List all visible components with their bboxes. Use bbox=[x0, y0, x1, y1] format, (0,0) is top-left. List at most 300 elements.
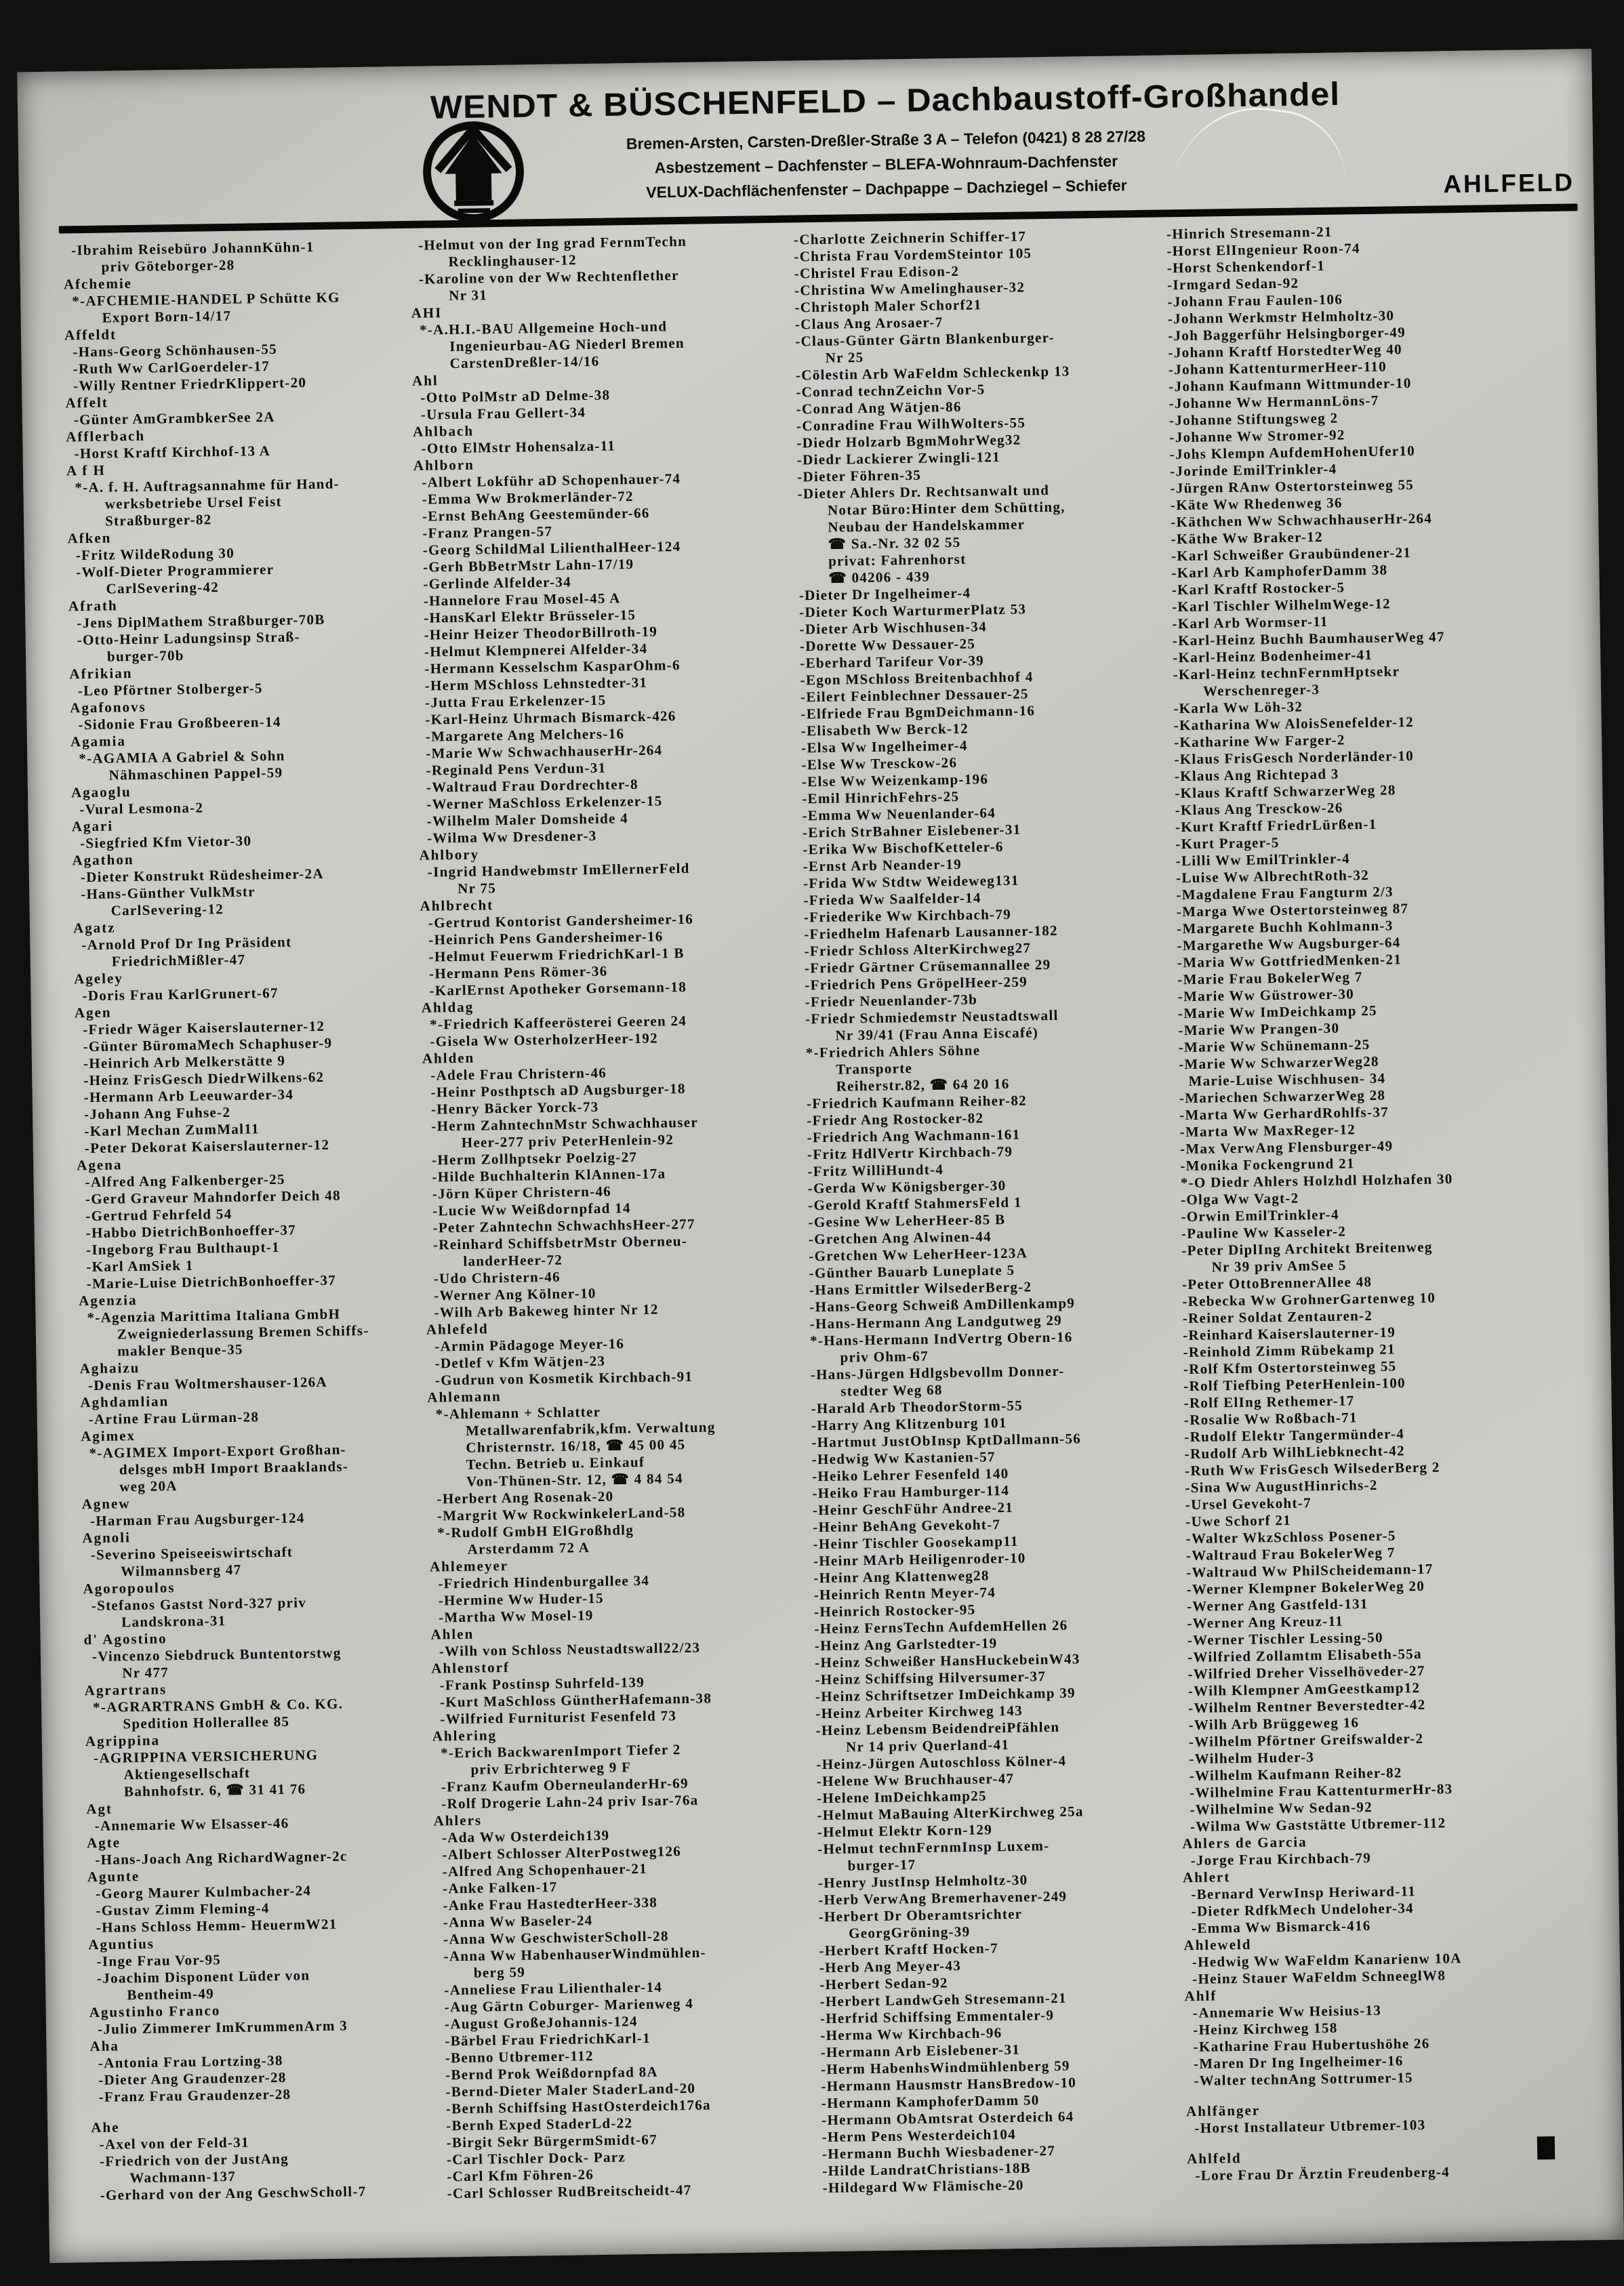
directory-line: -Frida Ww Stdtw Weideweg131 bbox=[803, 872, 1019, 892]
directory-line: -Herm HabenhsWindmühlenberg 59 bbox=[820, 2057, 1070, 2078]
directory-line: -Heinr MArb Heiligenroder-10 bbox=[813, 1549, 1026, 1570]
directory-line: -Orwin EmilTrinkler-4 bbox=[1181, 1206, 1339, 1225]
directory-line: -Gerhard von der Ang GeschwScholl-7 bbox=[100, 2183, 367, 2203]
directory-line: -Marga Wwe Ostertorsteinweg 87 bbox=[1176, 900, 1409, 920]
directory-line: -Axel von der Feld-31 bbox=[99, 2134, 249, 2152]
directory-headword: Agen bbox=[74, 1004, 112, 1021]
directory-line: -Friedrich Ang Wachmann-161 bbox=[807, 1126, 1021, 1146]
directory-line: -Marie Ww Prangen-30 bbox=[1178, 1019, 1340, 1039]
thumb-index-label: AHLFELD bbox=[1442, 168, 1575, 199]
directory-line: -Herbert Ang Rosenak-20 bbox=[437, 1488, 614, 1507]
directory-line: -Emma Ww Neuenlander-64 bbox=[802, 804, 996, 824]
directory-line: -Reiner Soldat Zentauren-2 bbox=[1182, 1307, 1373, 1327]
directory-headword: AHI bbox=[411, 304, 443, 321]
directory-headword: Ahleweld bbox=[1183, 1936, 1252, 1954]
directory-line: -Annemarie Ww Heisius-13 bbox=[1192, 2001, 1382, 2022]
directory-line: -Hinrich Stresemann-21 bbox=[1166, 223, 1333, 243]
directory-line: -Benno Utbremer-112 bbox=[445, 2047, 594, 2066]
directory-line: Wilmannsberg 47 bbox=[120, 1561, 242, 1580]
directory-line: Landskrona-31 bbox=[121, 1612, 226, 1631]
directory-line: -Julio Zimmerer ImKrummenArm 3 bbox=[97, 2017, 348, 2038]
directory-line: -Hermann ObAmtsrat Osterdeich 64 bbox=[821, 2108, 1074, 2129]
directory-line: -Gerd Graveur Mahndorfer Deich 48 bbox=[85, 1187, 341, 1208]
directory-line: -Helmut technFernmInsp Luxem- bbox=[817, 1837, 1050, 1858]
directory-line: Wachmann-137 bbox=[129, 2168, 237, 2186]
directory-line: -Anneliese Frau Lilienthaler-14 bbox=[444, 1978, 663, 1999]
directory-line: -Horst Schenkendorf-1 bbox=[1166, 257, 1326, 277]
directory-line: -Rolf Kfm Ostertorsteinweg 55 bbox=[1183, 1358, 1397, 1378]
directory-line: makler Benque-35 bbox=[117, 1341, 243, 1360]
directory-line: Notar Büro:Hinter dem Schütting, bbox=[827, 498, 1065, 518]
directory-line: -Frieda Ww Saalfelder-14 bbox=[803, 889, 981, 909]
directory-line: -Friedr Gärtner Crüsemannallee 29 bbox=[804, 956, 1051, 977]
directory-headword: Afken bbox=[67, 529, 112, 547]
directory-headword: Afrath bbox=[68, 597, 118, 615]
directory-line: -Reginald Pens Verdun-31 bbox=[426, 759, 607, 779]
directory-line: -Alfred Ang Falkenberger-25 bbox=[85, 1170, 285, 1191]
directory-line: -Anna Ww GeschwisterScholl-28 bbox=[443, 1927, 669, 1948]
directory-line: -Hermann Pens Römer-36 bbox=[428, 962, 608, 982]
directory-line: -Monika Fockengrund 21 bbox=[1180, 1155, 1355, 1175]
directory-line: Transporte bbox=[836, 1060, 913, 1078]
directory-line: Metallwarenfabrik,kfm. Verwaltung bbox=[465, 1418, 716, 1439]
directory-line: -Friedrich Hindenburgallee 34 bbox=[438, 1572, 650, 1592]
directory-line: -August GroßeJohannis-124 bbox=[444, 2013, 638, 2033]
directory-headword: Ahe bbox=[91, 2119, 120, 2136]
directory-line: -Conradine Frau WilhWolters-55 bbox=[796, 414, 1026, 434]
directory-line: -Wilma Ww Gaststätte Utbremer-112 bbox=[1190, 1814, 1446, 1835]
directory-line: -Heinrich Arb Melkerstätte 9 bbox=[83, 1052, 286, 1072]
directory-headword: Ahlemann bbox=[427, 1388, 502, 1406]
directory-headword: Agamia bbox=[70, 733, 127, 750]
directory-line: -Anna Ww Baseler-24 bbox=[443, 1912, 593, 1931]
directory-line: Neubau der Handelskammer bbox=[828, 516, 1026, 535]
directory-line: -Wilfried Zollamtm Elisabeth-55a bbox=[1187, 1645, 1422, 1666]
directory-line: -Herbert LandwGeh Stresemann-21 bbox=[819, 1989, 1067, 2010]
directory-line: -Heinz Arbeiter Kirchweg 143 bbox=[815, 1702, 1023, 1722]
directory-line: -Reinhard Kaiserslauterner-19 bbox=[1182, 1324, 1396, 1344]
directory-line: -Henry JustInsp Helmholtz-30 bbox=[817, 1871, 1028, 1892]
directory-line: -Heinr BehAng Gevekoht-7 bbox=[813, 1516, 1001, 1536]
directory-line: -Willy Rentner FriedrKlippert-20 bbox=[73, 374, 307, 394]
directory-line: -Egon MSchloss Breitenbachhof 4 bbox=[800, 668, 1034, 689]
directory-line: -Käthe Ww Braker-12 bbox=[1171, 528, 1323, 548]
directory-line: -Heinz-Jürgen Autoschloss Kölner-4 bbox=[816, 1752, 1067, 1773]
directory-line: -Katharine Frau Hubertushöhe 26 bbox=[1193, 2035, 1430, 2056]
directory-line: -Claus Ang Arosaer-7 bbox=[794, 314, 943, 333]
directory-line: -Reinhard SchiffsbetrMstr Oberneu- bbox=[432, 1232, 688, 1253]
directory-line: -Peter DiplIng Architekt Breitenweg bbox=[1181, 1238, 1433, 1259]
directory-line: -Wilh von Schloss Neustadtswall22/23 bbox=[439, 1639, 701, 1660]
directory-line: -Hermine Ww Huder-15 bbox=[438, 1589, 605, 1609]
directory-line: -Werner Ang Kölner-10 bbox=[433, 1284, 596, 1304]
directory-headword: Agaoglu bbox=[70, 783, 131, 801]
directory-line: -Alfred Ang Schopenhauer-21 bbox=[442, 1860, 648, 1880]
directory-headword: Ahlborn bbox=[413, 456, 474, 474]
directory-line: *-AGAMIA A Gabriel & Sohn bbox=[79, 747, 285, 767]
directory-line: -Karl Arb Wormser-11 bbox=[1172, 613, 1328, 632]
directory-line: -Wilh Arb Brüggeweg 16 bbox=[1188, 1714, 1360, 1734]
directory-headword: Ahlbrecht bbox=[420, 897, 494, 914]
directory-line: -Denis Frau Woltmershauser-126A bbox=[87, 1373, 328, 1394]
directory-headword: Aghdamlian bbox=[80, 1393, 169, 1411]
directory-line: Bahnhofstr. 6, ☎ 31 41 76 bbox=[123, 1780, 306, 1800]
directory-headword: Agrartrans bbox=[84, 1681, 167, 1699]
directory-line: -Diedr Holzarb BgmMohrWeg32 bbox=[796, 431, 1021, 451]
company-address-line: Bremen-Arsten, Carsten-Dreßler-Straße 3 A – Telefon (0421) 8 28 27/28 bbox=[626, 127, 1146, 153]
directory-headword: Ahl bbox=[411, 372, 439, 389]
directory-headword: Ahlf bbox=[1184, 1987, 1217, 2005]
directory-line: -Helmut von der Ing grad FernmTechn bbox=[418, 232, 687, 253]
directory-headword: Ahlbory bbox=[419, 846, 480, 863]
directory-line: -Rolf Drogerie Lahn-24 priv Isar-76a bbox=[441, 1791, 699, 1812]
directory-line: -Karl-Heinz Bodenheimer-41 bbox=[1173, 646, 1373, 666]
directory-page bbox=[17, 49, 1624, 2263]
directory-headword: Agnoli bbox=[82, 1529, 131, 1547]
directory-line: -Marta Ww GerhardRohlfs-37 bbox=[1179, 1103, 1389, 1124]
directory-line: -Jürgen RAnw Ostertorsteinweg 55 bbox=[1170, 476, 1415, 497]
directory-line: -Rudolf Arb WilhLiebknecht-42 bbox=[1184, 1442, 1405, 1463]
directory-line: -Gisela Ww OsterholzerHeer-192 bbox=[430, 1029, 659, 1050]
directory-line: -Ada Ww Osterdeich139 bbox=[441, 1826, 610, 1846]
directory-line: -Herma Ww Kirchbach-96 bbox=[820, 2024, 1002, 2044]
directory-line: -AGRIPPINA VERSICHERUNG bbox=[93, 1747, 319, 1767]
directory-line: privat: Fahrenhorst bbox=[828, 550, 967, 569]
page-mark bbox=[1537, 2136, 1556, 2159]
directory-line: -Rolf ElIng Rethemer-17 bbox=[1183, 1392, 1355, 1412]
directory-line: *-Friedrich Ahlers Söhne bbox=[805, 1042, 981, 1061]
directory-line: -Wilhelm Maler Domsheide 4 bbox=[426, 810, 629, 830]
directory-line: -Käthchen Ww SchwachhauserHr-264 bbox=[1171, 510, 1433, 531]
directory-line: -Wilh Klempner AmGeestkamp12 bbox=[1187, 1679, 1421, 1700]
directory-headword: Afrikian bbox=[69, 665, 133, 682]
directory-line: -Bernd Prok Weißdornpfad 8A bbox=[445, 2063, 659, 2083]
directory-line: -Werner Tischler Lessing-50 bbox=[1187, 1629, 1383, 1649]
directory-line: -Hilde Buchhalterin KlAnnen-17a bbox=[432, 1165, 666, 1185]
directory-column-1 bbox=[60, 237, 432, 2204]
directory-line: *-A. f. H. Auftragsannahme für Hand- bbox=[75, 475, 340, 496]
directory-line: -Bärbel Frau FriedrichKarl-1 bbox=[445, 2029, 651, 2049]
directory-line: Zweigniederlassung Bremen Schiffs- bbox=[117, 1322, 369, 1343]
directory-line: -Joachim Disponent Lüder von bbox=[96, 1967, 310, 1987]
directory-line: -Fritz WilliHundt-4 bbox=[807, 1161, 944, 1180]
directory-line: -Johann Ang Fuhse-2 bbox=[83, 1103, 231, 1123]
directory-line: -Hans-Günther VulkMstr bbox=[81, 883, 256, 903]
directory-line: -Jorinde EmilTrinkler-4 bbox=[1170, 460, 1337, 480]
directory-line: -Adele Frau Christern-46 bbox=[430, 1064, 607, 1084]
directory-line: -Günter AmGrambkerSee 2A bbox=[73, 408, 275, 428]
directory-line: -KarlErnst Apotheker Gorsemann-18 bbox=[429, 978, 687, 999]
directory-line: -Johann Kraftf HorstedterWeg 40 bbox=[1168, 341, 1403, 361]
directory-headword: Ahldag bbox=[421, 998, 474, 1016]
directory-line: -Rebecka Ww GrohnerGartenweg 10 bbox=[1182, 1289, 1436, 1310]
directory-line: -Heinr Tischler Goosekamp11 bbox=[813, 1532, 1019, 1553]
directory-headword: Ahlert bbox=[1182, 1869, 1231, 1886]
directory-line: -Emma Ww Brokmerländer-72 bbox=[422, 488, 634, 508]
directory-line: -Karl Kraftf Rostocker-5 bbox=[1171, 579, 1345, 598]
directory-line: -Werner Ang Gastfeld-131 bbox=[1186, 1595, 1368, 1615]
directory-line: -Werner Klempner BokelerWeg 20 bbox=[1186, 1577, 1425, 1598]
directory-line: -Karl AmSiek 1 bbox=[86, 1257, 194, 1275]
advertisement-header bbox=[17, 49, 1593, 228]
directory-line: -Heinr Posthptsch aD Augsburger-18 bbox=[430, 1080, 686, 1101]
directory-line: -Friedhelm Hafenarb Lausanner-182 bbox=[804, 922, 1058, 943]
directory-line: -Otto PolMstr aD Delme-38 bbox=[420, 386, 611, 406]
directory-line: -Georg SchildMal LilienthalHeer-124 bbox=[422, 538, 681, 558]
directory-line: -Peter OttoBrennerAllee 48 bbox=[1181, 1273, 1373, 1293]
directory-line: -Herbert Dr Oberamtsrichter bbox=[818, 1905, 1023, 1925]
directory-headword: Affelt bbox=[65, 394, 108, 411]
directory-line: -Hans-Hermann Ang Landgutweg 29 bbox=[809, 1311, 1063, 1332]
directory-line: Arsterdamm 72 A bbox=[467, 1539, 590, 1557]
directory-line: -Hans Ermittler WilsederBerg-2 bbox=[809, 1278, 1032, 1299]
directory-line: -Wilma Ww Dresdener-3 bbox=[426, 827, 597, 846]
directory-line: -Heinr GeschFühr Andree-21 bbox=[812, 1498, 1014, 1519]
directory-line: -Carl Kfm Föhren-26 bbox=[447, 2166, 594, 2185]
directory-line: -Gerlinde Alfelder-34 bbox=[423, 573, 572, 592]
directory-line: -Ingeborg Frau Bulthaupt-1 bbox=[85, 1238, 281, 1259]
directory-line: -Wilfried Dreher Visselhöveder-27 bbox=[1187, 1662, 1425, 1683]
directory-line: *-AFCHEMIE-HANDEL P Schütte KG bbox=[72, 289, 340, 310]
directory-headword: Ahlen bbox=[430, 1625, 474, 1643]
directory-line: -Eilert Feinblechner Dessauer-25 bbox=[800, 685, 1029, 706]
directory-line: CarlSevering-12 bbox=[110, 901, 224, 919]
directory-line: -Cölestin Arb WaFeldm Schleckenkp 13 bbox=[795, 363, 1070, 384]
directory-line: CarstenDreßler-14/16 bbox=[449, 352, 600, 372]
directory-line: -Walter WkzSchloss Posener-5 bbox=[1185, 1527, 1396, 1547]
directory-line: -Marie Ww ImDeichkamp 25 bbox=[1177, 1002, 1378, 1022]
directory-line: -Heiko Lehrer Fesenfeld 140 bbox=[811, 1465, 1009, 1485]
directory-line: -Helmut Feuerwm FriedrichKarl-1 B bbox=[428, 945, 685, 965]
directory-line: -Herb VerwAng Bremerhavener-249 bbox=[818, 1887, 1068, 1909]
directory-line: -Christina Ww Amelinghauser-32 bbox=[794, 279, 1026, 299]
directory-line: -Gretchen Ww LeherHeer-123A bbox=[809, 1244, 1028, 1265]
directory-line: -Wilhelm Kaufmann Reiher-82 bbox=[1189, 1764, 1402, 1784]
directory-line: -Friedr Neuenlander-73b bbox=[805, 991, 978, 1011]
directory-line: -Harman Frau Augsburger-124 bbox=[89, 1509, 305, 1530]
directory-line: -Karl-Heinz Buchh BaumhauserWeg 47 bbox=[1172, 628, 1445, 649]
directory-headword: Agenzia bbox=[78, 1292, 138, 1309]
directory-line: -Wilhelm Rentner Beverstedter-42 bbox=[1188, 1696, 1426, 1717]
directory-column-3 bbox=[783, 226, 1154, 2197]
directory-line: landerHeer-72 bbox=[463, 1251, 563, 1269]
directory-column-2 bbox=[407, 232, 779, 2202]
directory-line: -Herfrid Schiffsing Emmentaler-9 bbox=[819, 2007, 1055, 2027]
directory-column-4 bbox=[1156, 220, 1622, 2184]
directory-line: -Else Ww Weizenkamp-196 bbox=[801, 771, 989, 790]
directory-line: -Wolf-Dieter Programmierer bbox=[76, 560, 275, 581]
directory-line: -Kurt MaSchloss GüntherHafemann-38 bbox=[439, 1690, 712, 1711]
directory-line: -Johanne Stiftungsweg 2 bbox=[1169, 409, 1339, 429]
directory-line: -Wilh Arb Bakeweg hinter Nr 12 bbox=[434, 1301, 659, 1321]
directory-line: priv Erbrichterweg 9 F bbox=[470, 1759, 632, 1778]
directory-line: -Margarethe Ww Augsburger-64 bbox=[1177, 934, 1401, 954]
directory-line: -Harald Arb TheodorStorm-55 bbox=[811, 1397, 1023, 1417]
directory-line: *-AGRARTRANS GmbH & Co. KG. bbox=[92, 1695, 344, 1716]
directory-line: *-Ahlemann + Schlatter bbox=[435, 1403, 601, 1423]
directory-line: -Max VerwAng Flensburger-49 bbox=[1179, 1137, 1394, 1158]
directory-line: -Bernard VerwInsp Heriward-11 bbox=[1191, 1883, 1417, 1903]
directory-headword: Agustinho Franco bbox=[89, 2002, 221, 2021]
directory-line: -Fritz HdlVertr Kirchbach-79 bbox=[807, 1143, 1013, 1163]
directory-line: -Peter Zahntechn SchwachhsHeer-277 bbox=[432, 1215, 695, 1236]
directory-line: -Heinz FrisGesch DiedrWilkens-62 bbox=[83, 1068, 325, 1089]
directory-line: -Hermann KamphoferDamm 50 bbox=[821, 2091, 1040, 2112]
directory-line: -Klaus FrisGesch Norderländer-10 bbox=[1174, 748, 1415, 768]
directory-headword: Ahlbach bbox=[413, 422, 474, 440]
directory-line: -Horst Installateur Utbremer-103 bbox=[1194, 2116, 1426, 2137]
directory-line: -Anke Falken-17 bbox=[442, 1878, 558, 1897]
directory-line: -Johann Frau Faulen-106 bbox=[1167, 291, 1343, 310]
directory-line: Marie-Luise Wischhusen- 34 bbox=[1188, 1069, 1386, 1089]
directory-line: stedter Weg 68 bbox=[840, 1381, 943, 1400]
directory-headword: Agnew bbox=[81, 1495, 131, 1513]
directory-line: -Martha Ww Mosel-19 bbox=[438, 1607, 594, 1626]
directory-line: -Friedr Ang Rostocker-82 bbox=[807, 1109, 984, 1129]
directory-line: -Leo Pförtner Stolberger-5 bbox=[77, 680, 263, 699]
directory-headword: Afflerbach bbox=[66, 427, 146, 445]
directory-line: -Marie Ww Güstrower-30 bbox=[1177, 985, 1355, 1005]
directory-headword: Agari bbox=[71, 817, 114, 835]
directory-line: weg 20A bbox=[119, 1477, 178, 1495]
directory-line: -Uwe Schorf 21 bbox=[1185, 1511, 1292, 1530]
directory-line: -Otto-Heinr Ladungsinsp Straß- bbox=[77, 628, 301, 649]
directory-line: -Klaus Kraftf SchwarzerWeg 28 bbox=[1175, 781, 1396, 802]
directory-line: -Margrit Ww RockwinkelerLand-58 bbox=[437, 1504, 686, 1524]
directory-line: -Hedwig Ww WaFeldm Kanarienw 10A bbox=[1192, 1950, 1462, 1971]
directory-line: -Harry Ang Klitzenburg 101 bbox=[811, 1414, 1007, 1434]
directory-line: -Gertrud Kontorist Gandersheimer-16 bbox=[428, 910, 694, 931]
directory-line: *-Erich BackwarenImport Tiefer 2 bbox=[440, 1741, 681, 1761]
directory-headword: Ahlering bbox=[432, 1727, 498, 1744]
directory-line: -Rosalie Ww Roßbach-71 bbox=[1183, 1409, 1358, 1429]
directory-line: -Fritz WildeRodung 30 bbox=[75, 544, 235, 564]
directory-headword: Agte bbox=[86, 1834, 121, 1852]
directory-line: *-Rudolf GmbH ElGroßhdlg bbox=[437, 1522, 634, 1541]
directory-line: Straßburger-82 bbox=[104, 511, 212, 529]
directory-headword: Ageley bbox=[73, 970, 123, 987]
directory-line: -Peter Dekorat Kaiserslauterner-12 bbox=[84, 1136, 330, 1157]
directory-line: -Gerold Kraftf StahmersFeld 1 bbox=[808, 1193, 1022, 1214]
directory-line: -Dieter Konstrukt Rüdesheimer-2A bbox=[80, 865, 324, 886]
directory-line: ☎ 04206 - 439 bbox=[828, 568, 931, 586]
directory-line: Nähmaschinen Pappel-59 bbox=[108, 764, 283, 783]
directory-line: -Herbert Sedan-92 bbox=[819, 1974, 948, 1993]
directory-line: -Dorette Ww Dessauer-25 bbox=[799, 635, 976, 655]
directory-line: -Heinz Schweißer HansHuckebeinW43 bbox=[815, 1650, 1080, 1671]
directory-line: Spedition Hollerallee 85 bbox=[123, 1713, 290, 1732]
directory-line: -Wilhelmine Frau KattenturmerHr-83 bbox=[1189, 1780, 1453, 1801]
directory-line: -Katharine Ww Farger-2 bbox=[1173, 731, 1345, 751]
directory-line: -Karl Schweißer Graubündener-21 bbox=[1171, 544, 1412, 565]
directory-line: -Johs Klempn AufdemHohenUfer10 bbox=[1169, 442, 1416, 463]
directory-line: -Marie Ww SchwachhauserHr-264 bbox=[426, 741, 663, 762]
directory-line: -Ibrahim Reisebüro JohannKühn-1 bbox=[70, 238, 314, 259]
directory-line: -Helene ImDeichkamp25 bbox=[816, 1787, 988, 1807]
directory-line: -Wilhelm Huder-3 bbox=[1189, 1749, 1315, 1768]
directory-line: Von-Thünen-Str. 12, ☎ 4 84 54 bbox=[466, 1470, 683, 1490]
directory-line: ☎ Sa.-Nr. 32 02 55 bbox=[828, 533, 961, 552]
directory-line: -Klaus Ang Tresckow-26 bbox=[1175, 799, 1343, 819]
directory-line: -Hilde LandratChristians-18B bbox=[822, 2159, 1032, 2180]
directory-line: -Vincenzo Siebdruck Buntentorstwg bbox=[92, 1644, 342, 1665]
directory-headword: Aghaizu bbox=[79, 1359, 140, 1377]
directory-line: -Ingrid Handwebmstr ImEllernerFeld bbox=[427, 859, 690, 880]
directory-line: -Stefanos Gastst Nord-327 priv bbox=[91, 1594, 307, 1614]
directory-headword: d' Agostino bbox=[83, 1630, 167, 1648]
directory-line: Nr 39/41 (Frau Anna Eiscafé) bbox=[835, 1024, 1039, 1044]
products-line-1: Asbestzement – Dachfenster – BLEFA-Wohnraum-Dachfenster bbox=[654, 152, 1118, 177]
directory-line: -Herm Zollhptsekr Poelzig-27 bbox=[431, 1149, 638, 1168]
directory-line: -Wilhelmine Ww Sedan-92 bbox=[1190, 1799, 1373, 1818]
directory-line: -Lucie Ww Weißdornpfad 14 bbox=[432, 1200, 631, 1219]
directory-line: -Ursula Frau Gellert-34 bbox=[420, 404, 586, 423]
directory-headword: A f H bbox=[66, 462, 106, 479]
directory-line: -Helmut Elektr Korn-129 bbox=[817, 1821, 993, 1841]
directory-line: berg 59 bbox=[473, 1963, 526, 1981]
directory-line: -Friederike Ww Kirchbach-79 bbox=[803, 905, 1012, 926]
directory-line: -Helmut MaBauing AlterKirchweg 25a bbox=[817, 1803, 1084, 1824]
directory-line: Bentheim-49 bbox=[127, 1985, 215, 2003]
directory-line: -Hermann Hausmstr HansBredow-10 bbox=[821, 2074, 1077, 2095]
directory-line: -Frank Postinsp Suhrfeld-139 bbox=[439, 1673, 645, 1694]
directory-line: -Heinz Lebensm BeidendreiPfählen bbox=[815, 1718, 1060, 1739]
directory-line: -Waltraud Frau Dordrechter-8 bbox=[426, 775, 638, 796]
directory-line: priv Ohm-67 bbox=[840, 1347, 929, 1366]
directory-line: -Elisabeth Ww Berck-12 bbox=[800, 720, 969, 739]
directory-line: -Maria Ww GottfriedMenken-21 bbox=[1177, 951, 1402, 971]
directory-line: -Heinz Schriftsetzer ImDeichkamp 39 bbox=[815, 1684, 1076, 1705]
directory-line: -Christa Frau VordemSteintor 105 bbox=[794, 245, 1032, 265]
directory-line: -Franz Kaufm OberneulanderHr-69 bbox=[441, 1775, 689, 1795]
directory-line: -Karl Mechan ZumMal11 bbox=[84, 1120, 260, 1140]
directory-line: -Herm MSchloss Lehnstedter-31 bbox=[424, 674, 648, 694]
directory-line: -Horst Kraftf Kirchhof-13 A bbox=[74, 442, 271, 462]
directory-line: -Otto ElMstr Hohensalza-11 bbox=[421, 437, 616, 457]
directory-headword: Agafonovs bbox=[70, 698, 146, 716]
directory-line: -Karl Tischler WilhelmWege-12 bbox=[1171, 595, 1392, 615]
directory-line: -Herm ZahntechnMstr Schwachhauser bbox=[431, 1114, 699, 1135]
directory-line: -Johanne Ww HermannLöns-7 bbox=[1169, 392, 1379, 412]
directory-line: -Friedr Schloss AlterKirchweg27 bbox=[804, 939, 1032, 960]
directory-line: -Emma Ww Bismarck-416 bbox=[1191, 1917, 1371, 1937]
directory-line: -Diedr Lackierer Zwingli-121 bbox=[796, 449, 1001, 468]
directory-line: -Franz Frau Graudenzer-28 bbox=[98, 2085, 291, 2106]
directory-line: -Johanne Ww Stromer-92 bbox=[1169, 426, 1345, 446]
directory-line: -Gerh BbBetrMstr Lahn-17/19 bbox=[422, 556, 634, 575]
directory-line: -Albert Schlosser AlterPostweg126 bbox=[442, 1843, 682, 1863]
directory-line: -Aug Gärtn Coburger- Marienweg 4 bbox=[444, 1995, 694, 2016]
directory-line: -Waltraud Ww PhilScheidemann-17 bbox=[1186, 1560, 1434, 1581]
directory-line: -Hans-Jürgen Hdlgsbevollm Donner- bbox=[810, 1362, 1065, 1383]
directory-line: -Maren Dr Ing Ingelheimer-16 bbox=[1193, 2052, 1404, 2073]
directory-line: -Conrad Ang Wätjen-86 bbox=[796, 398, 962, 417]
directory-line: -Else Ww Tresckow-26 bbox=[801, 754, 958, 773]
directory-headword: Agt bbox=[86, 1800, 113, 1818]
directory-line: -Karl-Heinz technFernmHptsekr bbox=[1173, 663, 1400, 683]
directory-line: -Marie Ww Schünemann-25 bbox=[1178, 1036, 1371, 1056]
directory-headword: Aguntius bbox=[88, 1935, 155, 1953]
directory-headword: Agoropoulos bbox=[83, 1579, 176, 1597]
directory-line: -Gudrun von Kosmetik Kirchbach-91 bbox=[434, 1368, 693, 1389]
directory-line: -Joh Baggerführ Helsingborger-49 bbox=[1168, 324, 1406, 344]
directory-line: Aktiengesellschaft bbox=[123, 1764, 251, 1783]
directory-line: -Jörn Küper Christern-46 bbox=[432, 1183, 612, 1202]
directory-line: *-Friedrich Kaffeerösterei Geeren 24 bbox=[429, 1012, 687, 1033]
directory-line: -Ursel Gevekoht-7 bbox=[1185, 1494, 1312, 1513]
directory-headword: Afchemie bbox=[63, 274, 133, 293]
directory-line: -Karoline von der Ww Rechtenflether bbox=[418, 267, 679, 287]
